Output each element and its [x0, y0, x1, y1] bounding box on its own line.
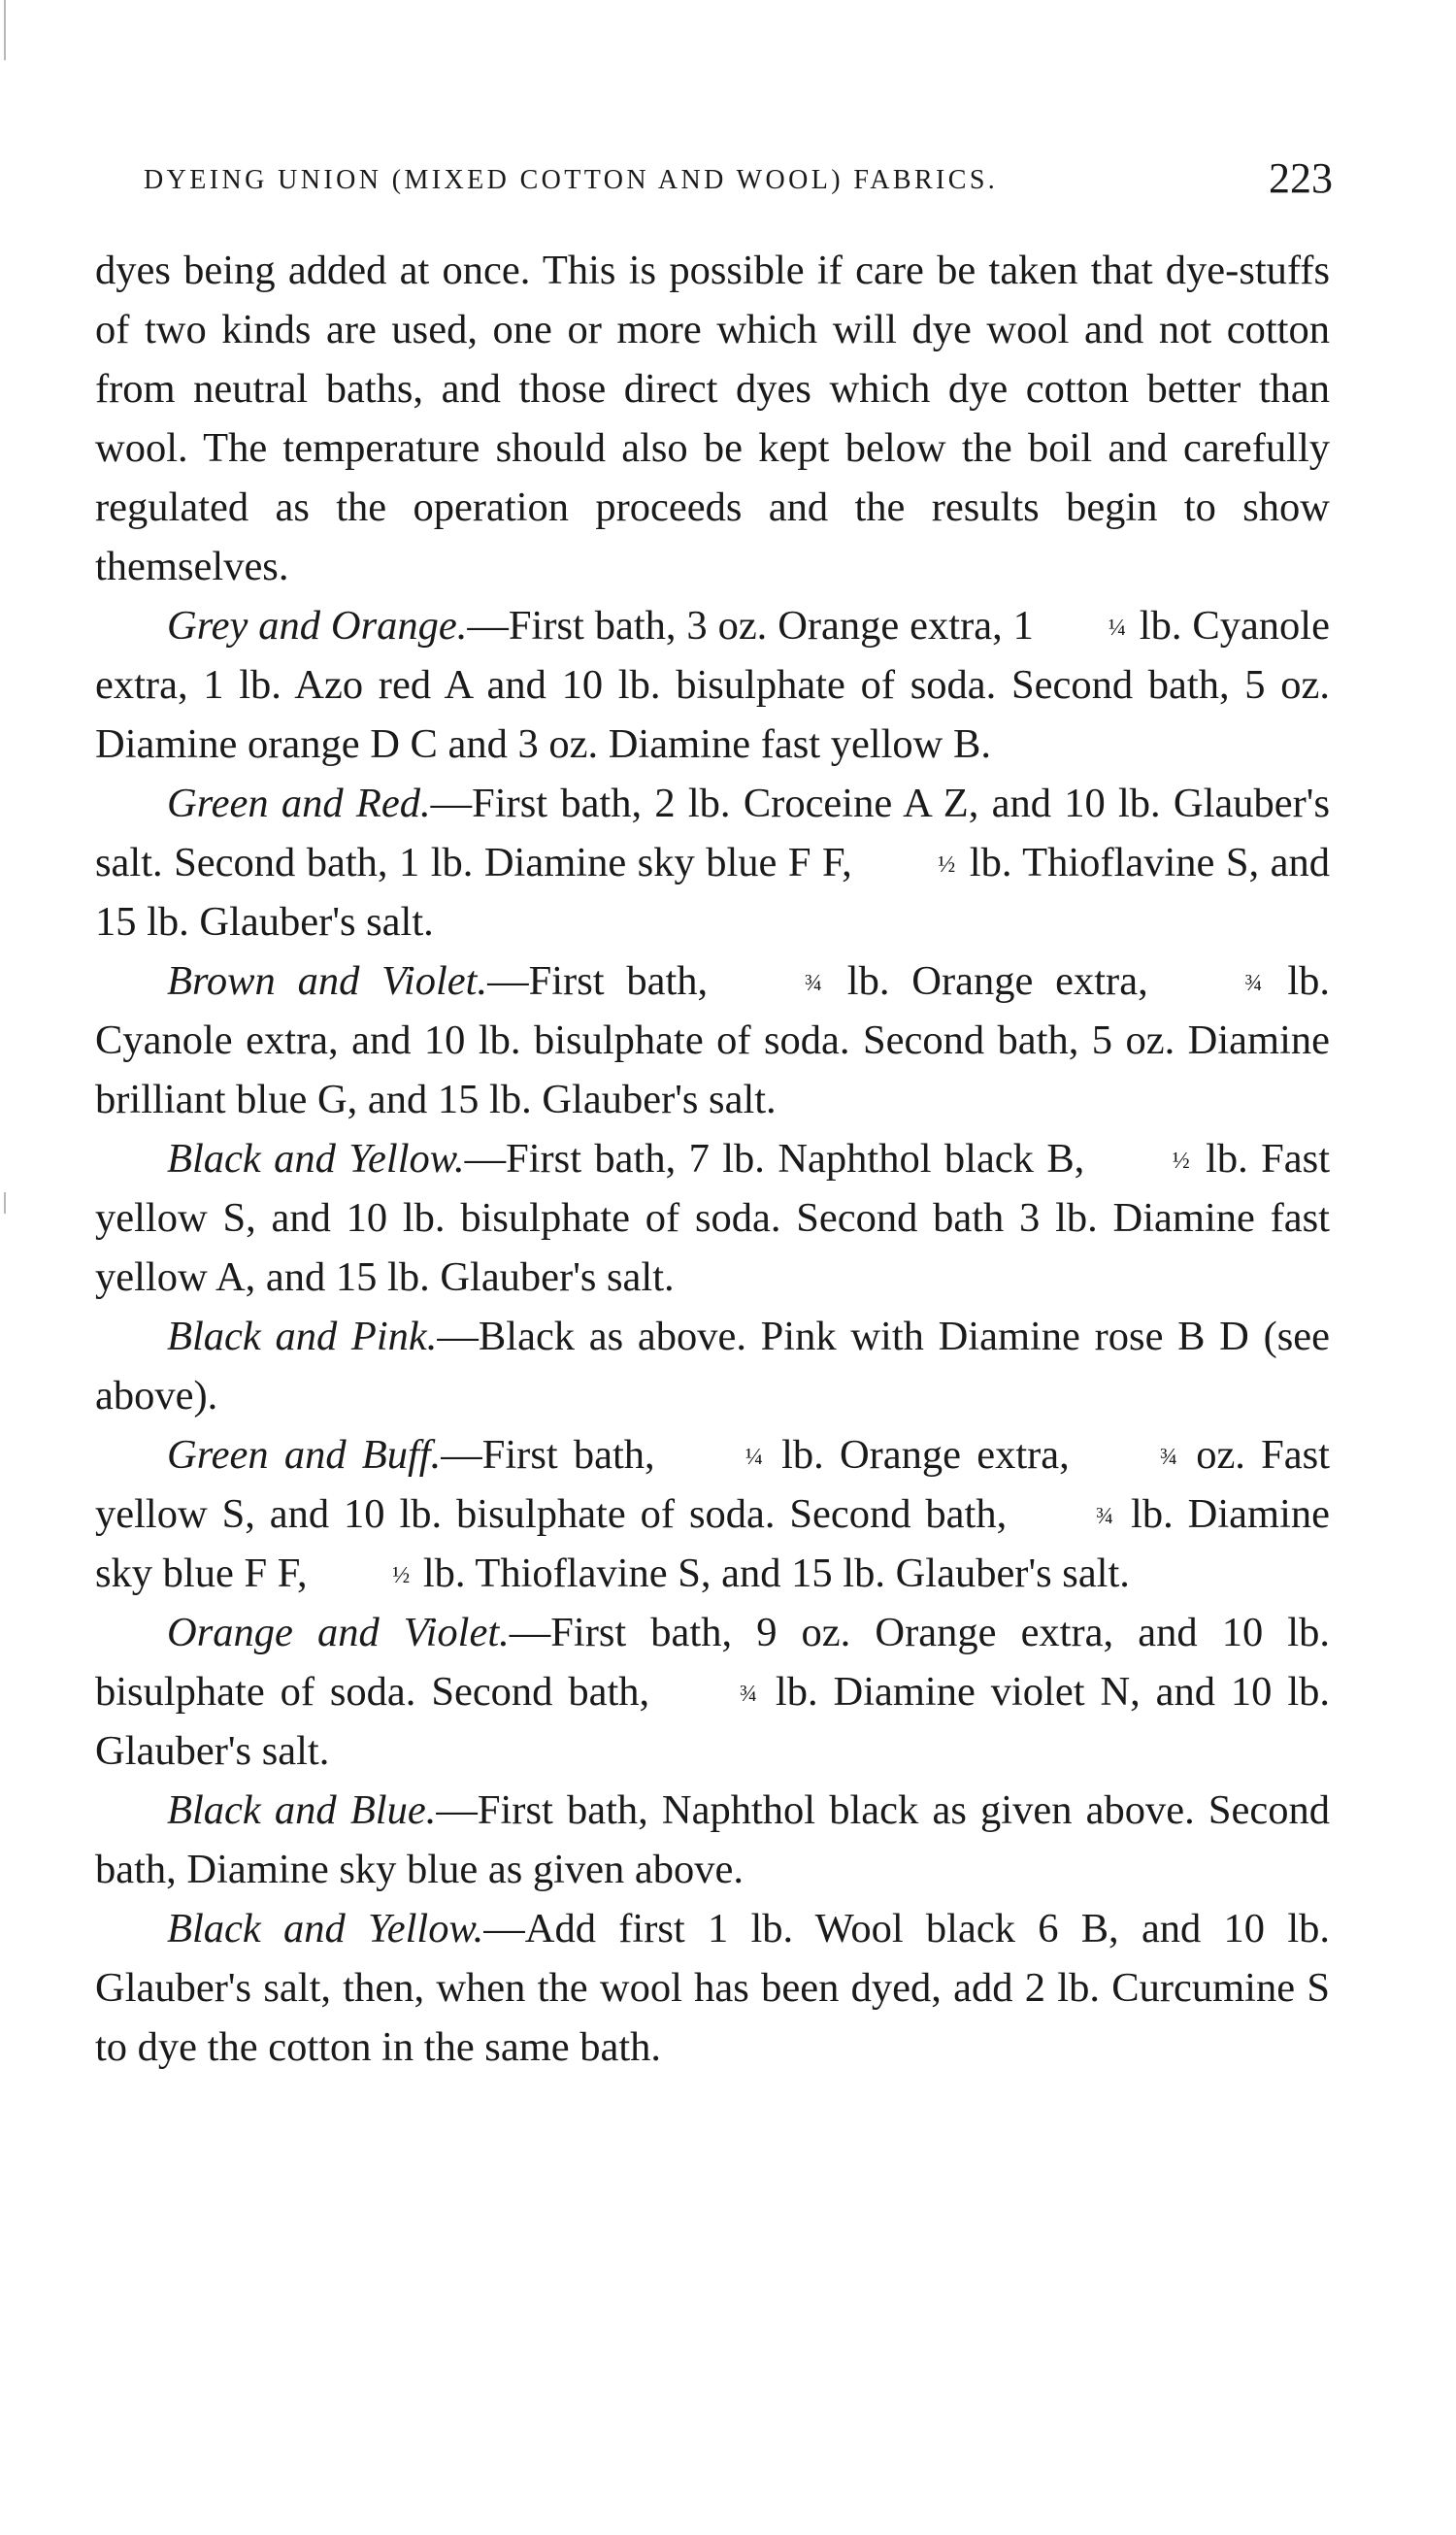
- running-head-title: DYEING UNION (MIXED COTTON AND WOOL) FABRICS.: [144, 165, 999, 195]
- recipe-text: lb. Fast yellow S, and 10 lb. bisulphate of soda. Second bath 3 lb. Diamine fast yellow A, and 15 lb. Glauber's salt.: [95, 1136, 1331, 1300]
- paragraph-black-and-yellow-alt: [95, 1899, 1330, 2077]
- paragraph-black-and-pink: [95, 1307, 1330, 1425]
- recipe-heading: Grey and Orange.: [167, 603, 468, 649]
- fraction: ½: [392, 1563, 411, 1588]
- fraction: ¾: [740, 1682, 758, 1707]
- paragraph-intro: [95, 241, 1330, 596]
- recipe-text: —Add first 1 lb. Wool black 6 B, and 10 lb. Glauber's salt, then, when the wool has been dyed, add 2 lb. Curcumine S to dye the cotton in the same bath.: [95, 1906, 1331, 2070]
- recipe-text: —First bath,: [487, 958, 730, 1004]
- recipe-text: oz. Fast yellow S, and 10 lb. bisulphate of soda. Second bath,: [95, 1432, 1330, 1537]
- recipe-text: —First bath, 9 oz. Orange extra, and 10 lb. bisulphate of soda. Second bath,: [95, 1610, 1330, 1715]
- recipe-text: —First bath, 7 lb. Naphthol black B,: [464, 1136, 1098, 1182]
- paragraph-grey-and-orange: [95, 596, 1330, 774]
- recipe-heading: Brown and Violet.: [167, 958, 488, 1004]
- fraction: ¾: [1160, 1445, 1177, 1470]
- recipe-heading: Green and Red.: [167, 781, 431, 826]
- recipe-text: lb. Diamine violet N, and 10 lb. Glauber's salt.: [95, 1669, 1330, 1774]
- recipe-text: —First bath, 3 oz. Orange extra, 1: [467, 603, 1034, 649]
- paragraph-green-and-red: [95, 774, 1330, 951]
- paragraph-green-and-buff: [95, 1425, 1330, 1603]
- recipe-text: —Black as above. Pink with Diamine rose B D (see above).: [95, 1314, 1330, 1418]
- fraction: ¼: [1108, 616, 1126, 641]
- fraction: ½: [938, 852, 956, 878]
- recipe-heading: Black and Pink.: [167, 1314, 438, 1359]
- paragraph-orange-and-violet: [95, 1603, 1330, 1781]
- recipe-text: lb. Orange extra,: [765, 1432, 1085, 1478]
- body-text: [95, 241, 1330, 2077]
- recipe-text: lb. Cyanole extra, 1 lb. Azo red A and 10 lb. bisulphate of soda. Second bath, 5 oz. Diamine orange D C and 3 oz. Diamine fast yellow B.: [95, 603, 1330, 767]
- recipe-text: lb. Cyanole extra, and 10 lb. bisulphate of soda. Second bath, 5 oz. Diamine brilliant blue G, and 15 lb. Glauber's salt.: [95, 958, 1331, 1122]
- recipe-heading: Orange and Violet.: [167, 1610, 510, 1655]
- paragraph-text: dyes being added at once. This is possible if care be taken that dye-stuffs of two kinds are used, one or more which will dye wool and not cotton from neutral baths, and those direct dyes which dye cotton better than wool. The temperature should also be kept below the boil and carefully regulated as the operation proceeds and the results begin to show themselves.: [95, 248, 1330, 589]
- fraction: ½: [1172, 1149, 1190, 1174]
- recipe-text: lb. Diamine sky blue F F,: [95, 1491, 1330, 1596]
- paragraph-brown-and-violet: [95, 951, 1330, 1129]
- recipe-heading: Green and Buff.: [167, 1432, 442, 1478]
- left-margin-mark-lower: [4, 1192, 6, 1214]
- paragraph-black-and-yellow: [95, 1129, 1330, 1307]
- left-margin-mark: [4, 0, 6, 60]
- fraction: ¼: [745, 1445, 763, 1470]
- page-number: 223: [1269, 154, 1333, 202]
- paragraph-black-and-blue: [95, 1781, 1330, 1899]
- recipe-heading: Black and Yellow.: [167, 1136, 465, 1182]
- recipe-text: lb. Orange extra,: [824, 958, 1171, 1004]
- recipe-text: lb. Thioflavine S, and 15 lb. Glauber's salt.: [95, 840, 1330, 945]
- recipe-text: —First bath, 2 lb. Croceine A Z, and 10 lb. Glauber's salt. Second bath, 1 lb. Diamine sky blue F F,: [95, 781, 1330, 885]
- recipe-text: —First bath,: [441, 1432, 671, 1478]
- fraction: ¾: [1096, 1504, 1114, 1529]
- running-head: [144, 153, 1333, 212]
- recipe-heading: Black and Yellow.: [167, 1906, 484, 1951]
- recipe-text: lb. Thioflavine S, and 15 lb. Glauber's salt.: [413, 1551, 1130, 1596]
- recipe-heading: Black and Blue.: [167, 1787, 437, 1833]
- recipe-text: —First bath, Naphthol black as given above. Second bath, Diamine sky blue as given above.: [95, 1787, 1330, 1892]
- fraction: ¾: [804, 971, 822, 996]
- fraction: ¾: [1244, 971, 1263, 996]
